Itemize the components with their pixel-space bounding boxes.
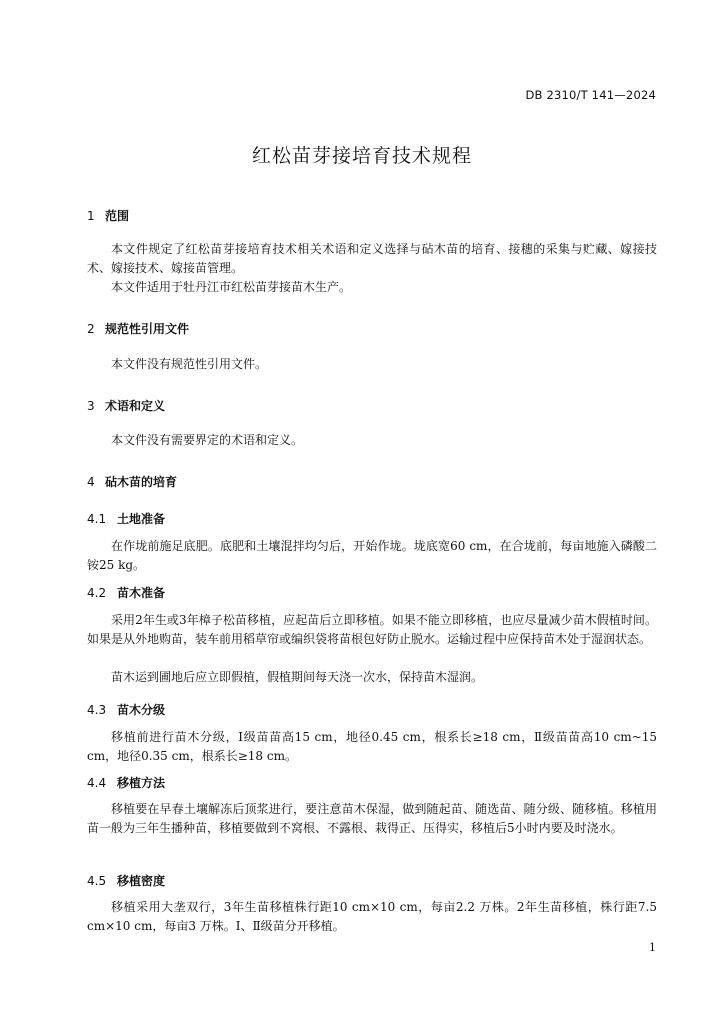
section-number: 4.3 [87,703,107,717]
paragraph-seedling-preparation: 采用2年生或3年樟子松苗移植，应起苗后立即移植。如果不能立即移植，也应尽量减少苗木假植时间。如果是从外地购苗，装车前用稻草帘或编织袋将苗根包好防止脱水。运输过程中应保持苗木处于湿润状态。 [87,613,657,646]
section-number: 4.1 [87,512,107,526]
section-title: 苗木准备 [117,586,166,600]
section-title: 范围 [105,209,130,223]
section-number: 4.5 [87,874,107,888]
section-heading-1 [87,207,129,224]
section-number: 2 [87,322,95,336]
paragraph-seedling-grading: 移植前进行苗木分级，Ⅰ级苗苗高15 cm，地径0.45 cm，根系长≥18 cm，Ⅱ级苗苗高10 cm~15 cm，地径0.35 cm，根系长≥18 cm。 [87,730,657,763]
section-heading-4 [87,473,177,490]
document-title: 红松苗芽接培育技术规程 [251,145,472,167]
paragraph-scope-applicability: 本文件适用于牡丹江市红松苗芽接苗木生产。 [111,280,352,294]
section-title: 砧木苗的培育 [105,475,178,489]
paragraph-terms: 本文件没有需要界定的术语和定义。 [111,433,304,447]
section-heading-4-4 [87,774,165,791]
paragraph-normative-references: 本文件没有规范性引用文件。 [111,357,268,371]
document-number: DB 2310/T 141—2024 [525,88,656,102]
section-title: 土地准备 [117,512,166,526]
section-number: 3 [87,399,95,413]
section-heading-2 [87,320,189,337]
paragraph-scope: 本文件规定了红松苗芽接培育技术相关术语和定义选择与砧木苗的培育、接穗的采集与贮藏、嫁接技术、嫁接技术、嫁接苗管理。 [87,242,657,275]
section-title: 移植方法 [117,776,166,790]
section-title: 规范性引用文件 [105,322,190,336]
section-heading-3 [87,397,165,414]
section-title: 移植密度 [117,874,166,888]
section-heading-4-3 [87,701,165,718]
section-number: 4.4 [87,776,107,790]
section-title: 术语和定义 [105,399,166,413]
section-number: 4.2 [87,586,107,600]
paragraph-land-preparation: 在作垅前施足底肥。底肥和土壤混拌均匀后，开始作垅。垅底宽60 cm，在合垅前，每亩地施入磷酸二铵25 kg。 [87,539,657,572]
section-number: 1 [87,209,95,223]
paragraph-transplant-method: 移植要在早春土壤解冻后顶浆进行，要注意苗木保湿，做到随起苗、随选苗、随分级、随移植。移植用苗一般为三年生播种苗，移植要做到不窝根、不露根、栽得正、压得实，移植后5小时内要及时浇水。 [87,802,657,835]
section-heading-4-1 [87,510,165,527]
paragraph-seedling-heeling-in: 苗木运到圃地后应立即假植，假植期间每天浇一次水，保持苗木湿润。 [111,670,484,684]
section-number: 4 [87,475,95,489]
paragraph-transplant-density: 移植采用大垄双行，3年生苗移植株行距10 cm×10 cm，每亩2.2 万株。2年生苗移植，株行距7.5 cm×10 cm，每亩3 万株。Ⅰ、Ⅱ级苗分开移植。 [87,900,657,933]
section-heading-4-2 [87,584,165,601]
page-number: 1 [649,941,656,954]
section-title: 苗木分级 [117,703,166,717]
section-heading-4-5 [87,872,165,889]
